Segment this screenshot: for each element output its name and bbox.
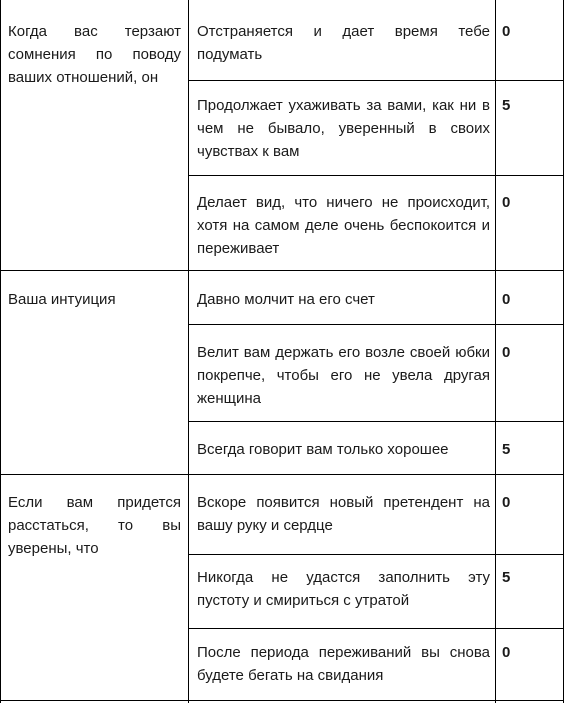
score-cell: 0 [502, 291, 511, 308]
table-divider-answer-score [495, 0, 496, 703]
answer-divider [188, 80, 564, 81]
score-cell: 5 [502, 97, 511, 114]
score-cell: 5 [502, 569, 511, 586]
score-cell: 0 [502, 344, 511, 361]
answer-cell: Делает вид, что ничего не происходит, хотя на самом деле очень беспокоится и переживает [197, 194, 490, 257]
score-cell: 0 [502, 194, 511, 211]
answer-divider [188, 628, 564, 629]
question-cell: Когда вас терзают сомнения по поводу ваших отношений, он [8, 23, 181, 86]
answer-divider [188, 175, 564, 176]
answer-cell: Продолжает ухаживать за вами, как ни в чем не бывало, уверенный в своих чувствах к вам [197, 97, 490, 160]
answer-cell: Отстраняется и дает время тебе подумать [197, 23, 490, 63]
row-divider [0, 270, 564, 271]
answer-divider [188, 554, 564, 555]
answer-divider [188, 421, 564, 422]
table-border-bottom [0, 700, 564, 701]
score-cell: 0 [502, 23, 511, 40]
answer-cell: Никогда не удастся заполнить эту пустоту и смириться с утратой [197, 569, 490, 609]
table-border-right [563, 0, 564, 703]
score-cell: 5 [502, 441, 511, 458]
answer-cell: Вскоре появится новый претендент на вашу руку и сердце [197, 494, 490, 534]
question-cell: Ваша интуиция [8, 291, 116, 308]
table-border-left [0, 0, 1, 703]
answer-cell: После периода переживаний вы снова будете бегать на свидания [197, 644, 490, 684]
answer-cell: Велит вам держать его возле своей юбки покрепче, чтобы его не увела другая женщина [197, 344, 490, 407]
question-cell: Если вам придется расстаться, то вы уверены, что [8, 494, 181, 557]
row-divider [0, 474, 564, 475]
score-cell: 0 [502, 494, 511, 511]
table-divider-question-answer [188, 0, 189, 703]
score-cell: 0 [502, 644, 511, 661]
answer-divider [188, 324, 564, 325]
answer-cell: Давно молчит на его счет [197, 291, 375, 308]
answer-cell: Всегда говорит вам только хорошее [197, 441, 449, 458]
